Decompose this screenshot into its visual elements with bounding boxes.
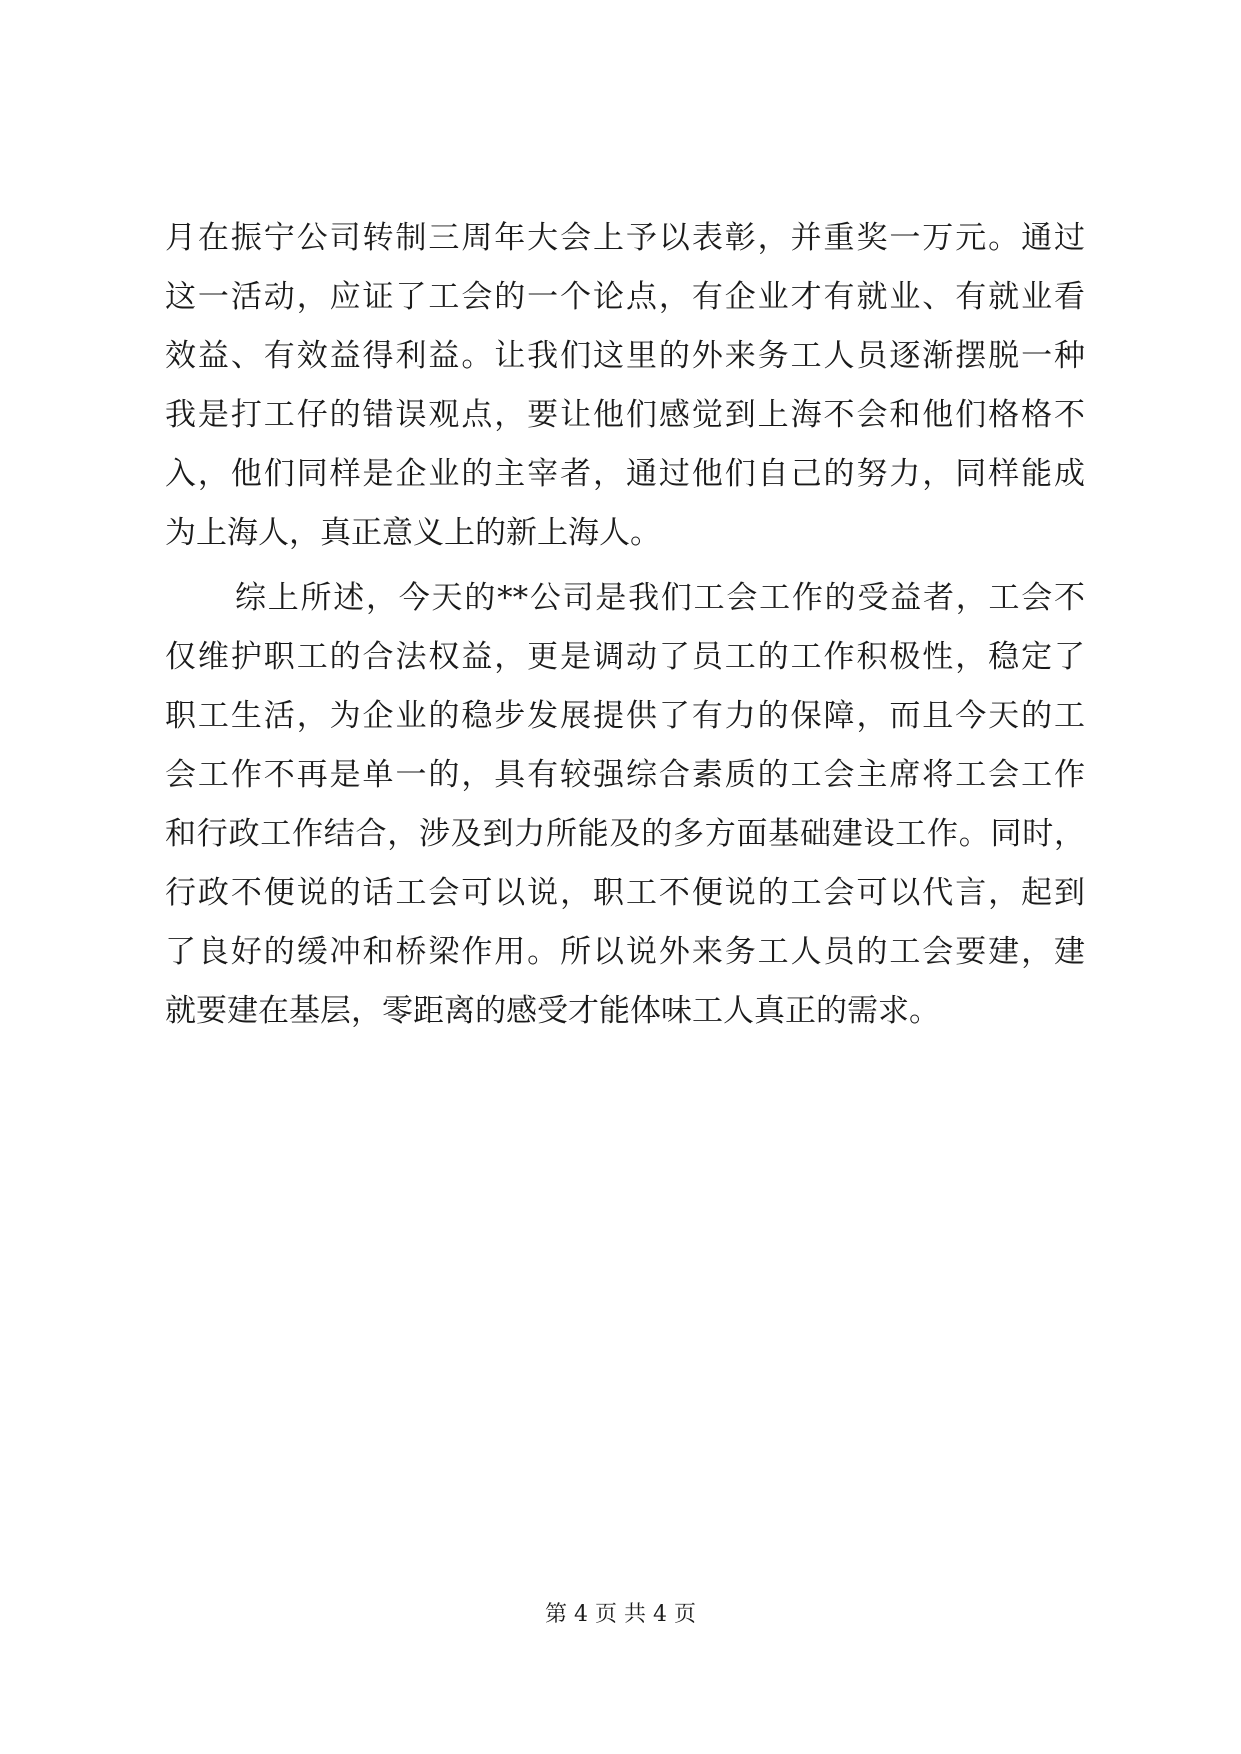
paragraph1-line-6: 为上海人，真正意义上的新上海人。 [165,515,661,551]
paragraph1-line-3: 效益、有效益得利益。让我们这里的外来务工人员逐渐摆脱一种 [165,338,1085,374]
paragraph2-line-2: 仅维护职工的合法权益，更是调动了员工的工作积极性，稳定了 [165,639,1085,675]
paragraph2-line-8: 就要建在基层，零距离的感受才能体味工人真正的需求。 [165,993,940,1029]
paragraph2-line-7: 了良好的缓冲和桥梁作用。所以说外来务工人员的工会要建，建 [165,934,1085,970]
paragraph2-line-3: 职工生活，为企业的稳步发展提供了有力的保障，而且今天的工 [165,698,1085,734]
paragraph2-line-6: 行政不便说的话工会可以说，职工不便说的工会可以代言，起到 [165,875,1085,911]
paragraph2-line-4: 会工作不再是单一的，具有较强综合素质的工会主席将工会工作 [165,757,1085,793]
paragraph1-line-4: 我是打工仔的错误观点，要让他们感觉到上海不会和他们格格不 [165,397,1085,433]
paragraph1-line-1: 月在振宁公司转制三周年大会上予以表彰，并重奖一万元。通过 [165,220,1085,256]
paragraph1-line-2: 这一活动，应证了工会的一个论点，有企业才有就业、有就业看 [165,279,1085,315]
paragraph1-line-5: 入，他们同样是企业的主宰者，通过他们自己的努力，同样能成 [165,456,1085,492]
paragraph2-line-1: 综上所述，今天的**公司是我们工会工作的受益者，工会不 [235,580,1085,616]
page-number-footer: 第 4 页 共 4 页 [545,1602,696,1627]
paragraph2-line-5: 和行政工作结合，涉及到力所能及的多方面基础建设工作。同时， [165,816,1085,852]
